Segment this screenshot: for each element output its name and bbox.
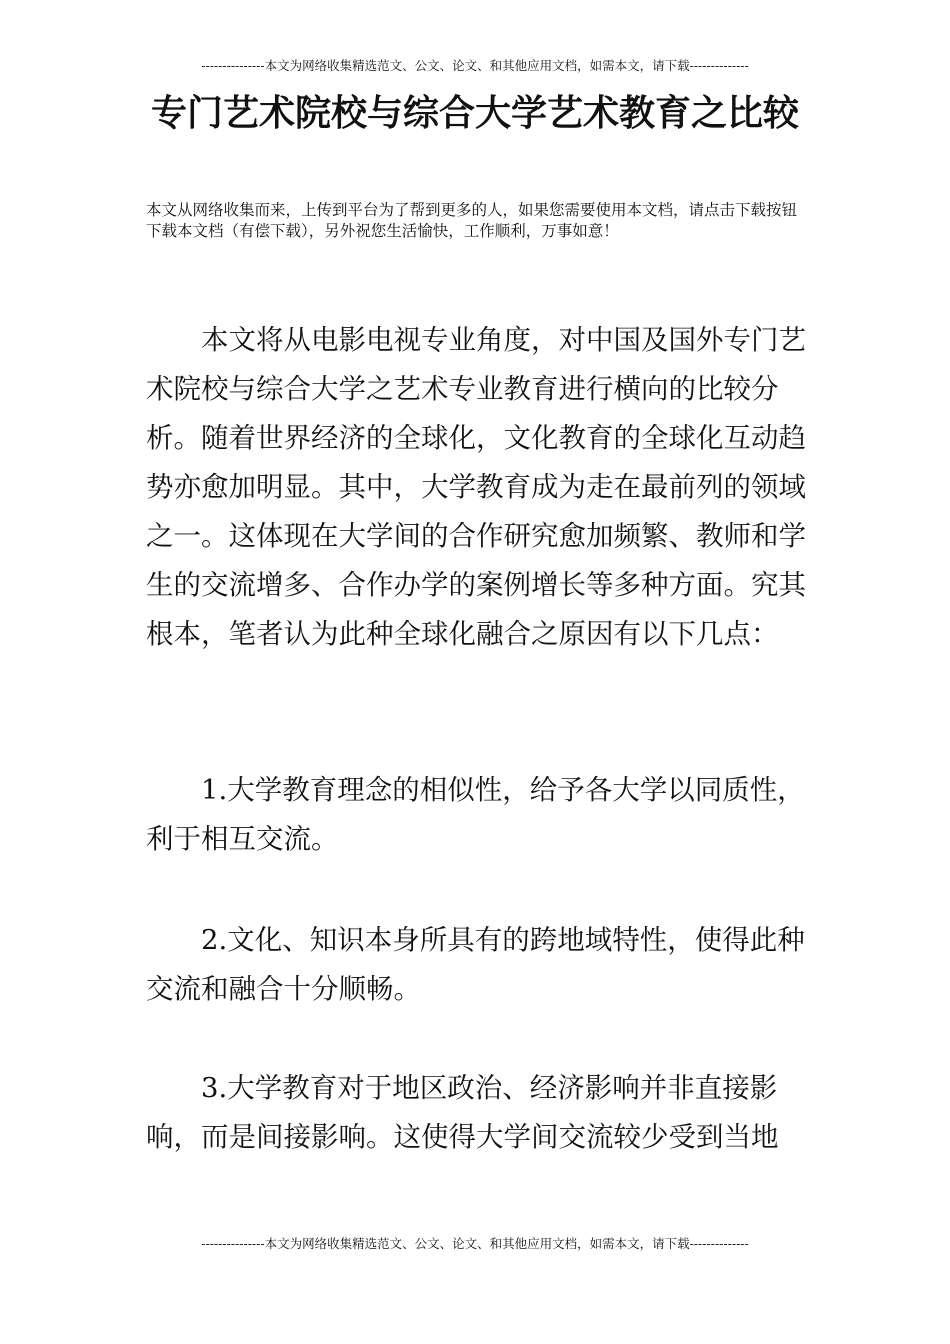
download-notice: 本文从网络收集而来，上传到平台为了帮到更多的人，如果您需要使用本文档，请点击下载按钮下载本文档（有偿下载），另外祝您生活愉快，工作顺利，万事如意！ (146, 201, 798, 240)
paragraph-point-3: 3.大学教育对于地区政治、经济影响并非直接影响，而是间接影响。这使得大学间交流较少受到当地 (146, 1072, 779, 1153)
paragraph-point-1: 1.大学教育理念的相似性，给予各大学以同质性，利于相互交流。 (146, 774, 805, 855)
paragraph-point-2: 2.文化、知识本身所具有的跨地域特性，使得此种交流和融合十分顺畅。 (146, 924, 805, 1005)
document-title: 专门艺术院校与综合大学艺术教育之比较 (150, 92, 799, 134)
footer-banner: ---------------本文为网络收集精选范文、公文、论文、和其他应用文档，如需本文，请下载-------------- (201, 1236, 749, 1251)
paragraph-intro: 本文将从电影电视专业角度，对中国及国外专门艺术院校与综合大学之艺术专业教育进行横向的比较分析。随着世界经济的全球化，文化教育的全球化互动趋势亦愈加明显。其中，大学教育成为走在最前列的领域之一。这体现在大学间的合作研究愈加频繁、教师和学生的交流增多、合作办学的案例增长等多种方面。究其根本，笔者认为此种全球化融合之原因有以下几点： (146, 324, 806, 650)
header-banner: ---------------本文为网络收集精选范文、公文、论文、和其他应用文档，如需本文，请下载-------------- (201, 58, 749, 73)
